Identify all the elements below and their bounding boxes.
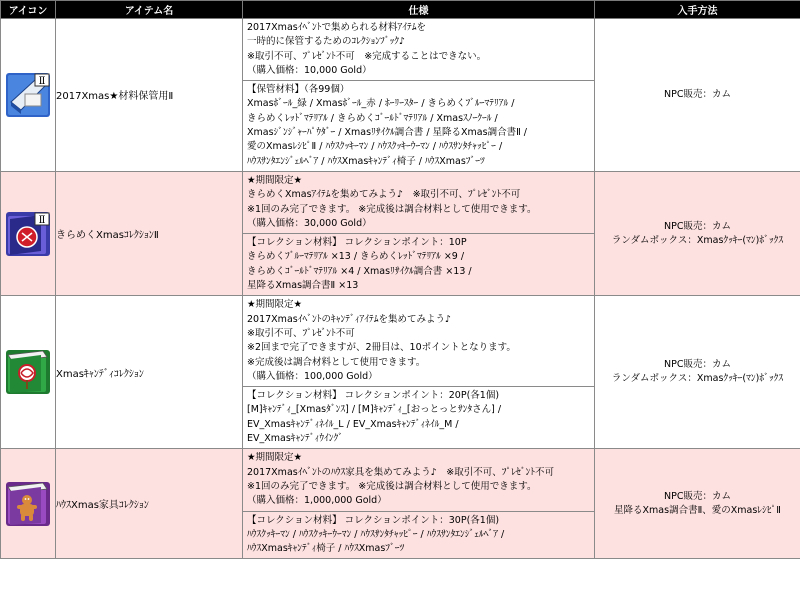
spec-line: [M]ｷｬﾝﾃﾞｨ_[Xmasﾀﾞﾝｽ] / [M]ｷｬﾝﾃﾞｨ_[おっとっとｻﾝﾀさん] / [247, 404, 502, 416]
svg-text:Ⅱ: Ⅱ [38, 75, 46, 87]
table-row [1, 449, 800, 559]
item-name: ﾊｳｽXmas家具ｺﾚｸｼｮﾝ [56, 449, 243, 559]
spec-line: Xmasｼﾞﾝｼﾞｬｰﾊﾟｳﾀﾞｰ / Xmasﾘｻｲｸﾙ調合書 / 星降るXmas調合書Ⅱ / [247, 127, 527, 139]
method-line: NPC販売：カム [664, 359, 731, 371]
spec-line: 【保管材料】（各99個） [247, 84, 350, 96]
table-row [1, 296, 800, 449]
spec-line: EV_Xmasｷｬﾝﾃﾞｨｳｲﾝｸﾞ [247, 433, 344, 445]
spec-line: ★期間限定★ [247, 299, 303, 311]
spec-line: きらめくｺﾞｰﾙﾄﾞﾏﾃﾘｱﾙ ×4 / Xmasﾘｻｲｸﾙ調合書 ×13 / [247, 265, 472, 277]
spec-line: ※取引不可、ﾌﾟﾚｾﾞﾝﾄ不可 [247, 327, 355, 339]
svg-text:Ⅱ: Ⅱ [38, 214, 46, 226]
spec-line: 2017Xmasｲﾍﾞﾝﾄで集められる材料ｱｲﾃﾑを [247, 22, 426, 33]
method-line: 星降るXmas調合書Ⅱ、愛のXmasﾚｼﾋﾟⅡ [614, 504, 781, 516]
spec-line: 愛のXmasﾚｼﾋﾟⅡ / ﾊｳｽｸｯｷｰﾏﾝ / ﾊｳｽｸｯｷｰｳｰﾏﾝ / ﾊｳｽｻﾝﾀﾁｬｯﾋﾟｰ / [247, 141, 503, 153]
header-name: アイテム名 [56, 1, 243, 19]
spec-line: 【コレクション材料】 コレクションポイント：30P(各1個) [247, 514, 500, 526]
storage-book-icon [5, 72, 51, 118]
spec-line: （購入価格：30,000 Gold） [247, 217, 372, 229]
spec-line: 星降るXmas調合書Ⅱ ×13 [247, 280, 359, 292]
spec-line: ※2回まで完了できますが、2冊目は、10ポイントとなります。 [247, 342, 516, 354]
method-line: NPC販売：カム [664, 490, 731, 502]
spec-description [243, 172, 594, 233]
spec-line: ★期間限定★ [247, 452, 303, 464]
item-name: きらめくXmasｺﾚｸｼｮﾝⅡ [56, 171, 243, 295]
spec-line: 【コレクション材料】 コレクションポイント：10P [247, 237, 467, 249]
spec-materials [243, 80, 594, 171]
spec-line: 【コレクション材料】 コレクションポイント：20P(各1個) [247, 390, 500, 402]
method-cell [595, 449, 800, 559]
method-cell [595, 19, 800, 172]
icon-cell [1, 171, 56, 295]
spec-line: きらめくﾚｯﾄﾞﾏﾃﾘｱﾙ / きらめくｺﾞｰﾙﾄﾞﾏﾃﾘｱﾙ / Xmasｽﾉｰｸｰﾙ / [247, 112, 498, 124]
spec-description [243, 19, 594, 80]
method-line: NPC販売：カム [664, 220, 731, 232]
method-line: NPC販売：カム [664, 88, 731, 100]
spec-line: ﾊｳｽｸｯｷｰﾏﾝ / ﾊｳｽｸｯｷｰｳｰﾏﾝ / ﾊｳｽｻﾝﾀﾁｬｯﾋﾟｰ / ﾊｳｽｻﾝﾀｴﾝｼﾞｪﾙﾍﾞｱ / [247, 528, 505, 540]
method-cell [595, 171, 800, 295]
spec-line: （購入価格：10,000 Gold） [247, 64, 372, 76]
spec-line: ※1回のみ完了できます。 ※完成後は調合材料として使用できます。 [247, 480, 537, 492]
spec-line: ﾊｳｽXmasｷｬﾝﾃﾞｨ椅子 / ﾊｳｽXmasﾌﾞｰﾂ [247, 543, 405, 555]
spec-line: きらめくﾌﾞﾙｰﾏﾃﾘｱﾙ ×13 / きらめくﾚｯﾄﾞﾏﾃﾘｱﾙ ×9 / [247, 251, 465, 263]
item-name: Xmasｷｬﾝﾃﾞｨｺﾚｸｼｮﾝ [56, 296, 243, 449]
spec-cell [243, 171, 595, 295]
spec-line: 2017Xmasｲﾍﾞﾝﾄのﾊｳｽ家具を集めてみよう♪ ※取引不可、ﾌﾟﾚｾﾞﾝﾄ不可 [247, 466, 554, 478]
method-cell [595, 296, 800, 449]
spec-line: （購入価格：1,000,000 Gold） [247, 495, 387, 507]
spec-line: ﾊｳｽｻﾝﾀｴﾝｼﾞｪﾙﾍﾞｱ / ﾊｳｽXmasｷｬﾝﾃﾞｨ椅子 / ﾊｳｽXmasﾌﾞｰﾂ [247, 155, 485, 167]
item-name: 2017Xmas★材料保管用Ⅱ [56, 19, 243, 172]
spec-cell [243, 19, 595, 172]
spec-line: 2017Xmasｲﾍﾞﾝﾄのｷｬﾝﾃﾞｨｱｲﾃﾑを集めてみよう♪ [247, 313, 452, 325]
method-line: ランダムボックス：Xmasｸｯｷｰ(ﾏﾝ)ﾎﾞｯｸｽ [611, 373, 784, 385]
spec-line: きらめくXmasｱｲﾃﾑを集めてみよう♪ ※取引不可、ﾌﾟﾚｾﾞﾝﾄ不可 [247, 189, 521, 201]
spec-line: ※取引不可、ﾌﾟﾚｾﾞﾝﾄ不可 ※完成することはできない。 [247, 50, 487, 62]
icon-cell [1, 19, 56, 172]
icon-cell [1, 296, 56, 449]
spec-materials [243, 386, 594, 448]
candy-book-icon [5, 349, 51, 395]
cookie-man-book-icon [5, 481, 51, 527]
spec-line: （購入価格：100,000 Gold） [247, 370, 378, 382]
header-row [1, 1, 800, 19]
spec-cell [243, 296, 595, 449]
spec-cell [243, 449, 595, 559]
method-line: ランダムボックス：Xmasｸｯｷｰ(ﾏﾝ)ﾎﾞｯｸｽ [611, 234, 784, 246]
icon-cell [1, 449, 56, 559]
spec-line: ★期間限定★ [247, 174, 303, 186]
spec-line: Xmasﾎﾞｰﾙ_緑 / Xmasﾎﾞｰﾙ_赤 / ﾎｰﾘｰｽﾀｰ / きらめくﾌﾞﾙｰﾏﾃﾘｱﾙ / [247, 98, 515, 110]
table-row [1, 171, 800, 295]
header-method: 入手方法 [595, 1, 800, 19]
spec-materials [243, 511, 594, 559]
spec-line: EV_Xmasｷｬﾝﾃﾞｨﾈｲﾙ_L / EV_Xmasｷｬﾝﾃﾞｨﾈｲﾙ_M / [247, 418, 459, 430]
spec-description [243, 296, 594, 386]
spec-line: 一時的に保管するためのｺﾚｸｼｮﾝﾌﾞｯｸ♪ [247, 36, 406, 48]
spec-line: ※完成後は調合材料として使用できます。 [247, 356, 426, 368]
header-spec: 仕様 [243, 1, 595, 19]
header-icon: アイコン [1, 1, 56, 19]
spec-description [243, 449, 594, 510]
spec-materials [243, 233, 594, 295]
table-row [1, 19, 800, 172]
ornament-book-icon [5, 211, 51, 257]
spec-line: ※1回のみ完了できます。 ※完成後は調合材料として使用できます。 [247, 203, 537, 215]
